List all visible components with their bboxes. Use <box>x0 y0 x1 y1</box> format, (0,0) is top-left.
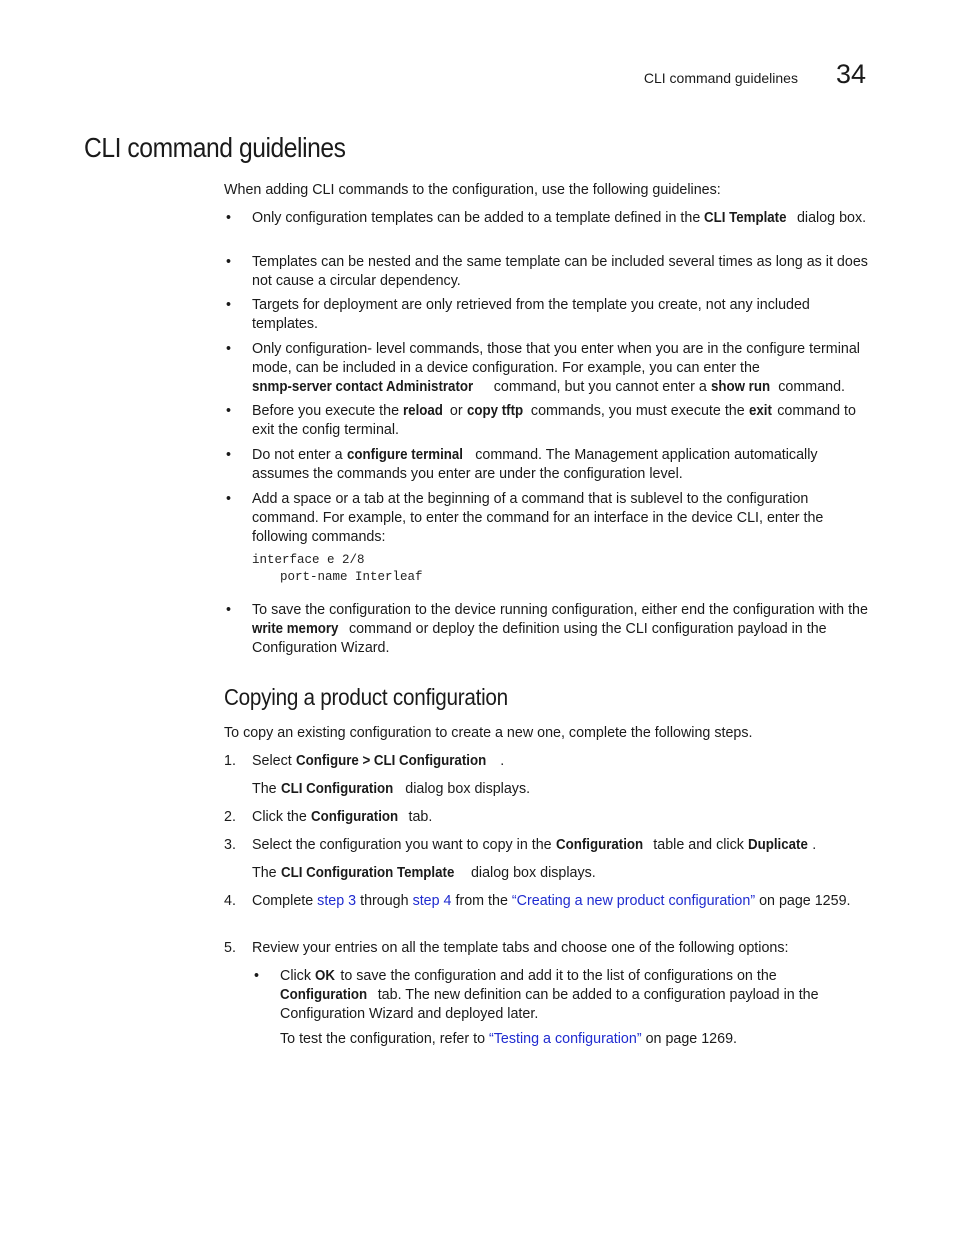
code-line: port-name Interleaf <box>280 570 423 584</box>
creating-config-link[interactable]: “Creating a new product configuration” <box>511 893 756 909</box>
intro-paragraph: When adding CLI commands to the configuration, use the following guidelines: <box>224 182 721 198</box>
code-line: interface e 2/8 <box>252 553 365 567</box>
list-item: • Targets for deployment are only retrieved from the template you create, not any included templates. <box>224 296 874 334</box>
list-item: • Templates can be nested and the same template can be included several times as long as it does not cause a circular dependency. <box>224 253 874 291</box>
testing-config-link[interactable]: “Testing a configuration” <box>489 1031 642 1047</box>
step-result: The CLI Configuration Template dialog box displays. <box>252 865 596 881</box>
step-item: 4. Complete step 3 through step 4 from the “Creating a new product configuration” on page 1259. <box>224 893 851 909</box>
step-item: 3. Select the configuration you want to copy in the Configuration table and click Duplicate . <box>224 837 817 853</box>
list-item: • Only configuration templates can be added to a template defined in the CLI Template dialog box. <box>224 209 874 228</box>
step-item: 2. Click the Configuration tab. <box>224 809 433 825</box>
list-item: • Add a space or a tab at the beginning of a command that is sublevel to the configuration command. For example, to enter the command for an interface in the device CLI, enter the following commands: <box>224 490 874 546</box>
list-item: • To save the configuration to the device running configuration, either end the configuration with the write memory command or deploy the definition using the CLI configuration payload in the Configuration Wizard. <box>224 601 874 657</box>
chapter-number: 34 <box>835 59 866 89</box>
step-item: 1. Select Configure > CLI Configuration . <box>224 753 505 769</box>
list-item: • Only configuration- level commands, those that you enter when you are in the configure terminal mode, can be included in a device configuration. For example, you can enter the snmp-server contact Administrator command, but you cannot enter a show run command. <box>224 340 874 396</box>
step-result: The CLI Configuration dialog box displays. <box>252 781 531 797</box>
section-intro: To copy an existing configuration to create a new one, complete the following steps. <box>224 725 753 741</box>
step-item: 5. Review your entries on all the template tabs and choose one of the following options: <box>224 940 789 956</box>
running-title: CLI command guidelines <box>643 70 798 86</box>
step-3-link[interactable]: step 3 <box>317 893 357 909</box>
step-4-link[interactable]: step 4 <box>412 893 452 909</box>
list-item: • Do not enter a configure terminal command. The Management application automatically assumes the commands you enter are under the configuration level. <box>224 446 874 484</box>
bullet-list <box>224 209 874 228</box>
running-header <box>644 60 866 88</box>
step-note: To test the configuration, refer to “Testing a configuration” on page 1269. <box>280 1031 738 1047</box>
list-item: • Click OK to save the configuration and add it to the list of configurations on the Configuration tab. The new definition can be added to a configuration payload in the Configuration Wizard and deployed later. <box>224 967 874 1023</box>
list-item: • Before you execute the reload or copy tftp commands, you must execute the exit command to exit the config terminal. <box>224 402 874 440</box>
code-block <box>224 552 902 586</box>
section-heading: Copying a product configuration <box>224 684 508 710</box>
page-title: CLI command guidelines <box>84 132 346 163</box>
